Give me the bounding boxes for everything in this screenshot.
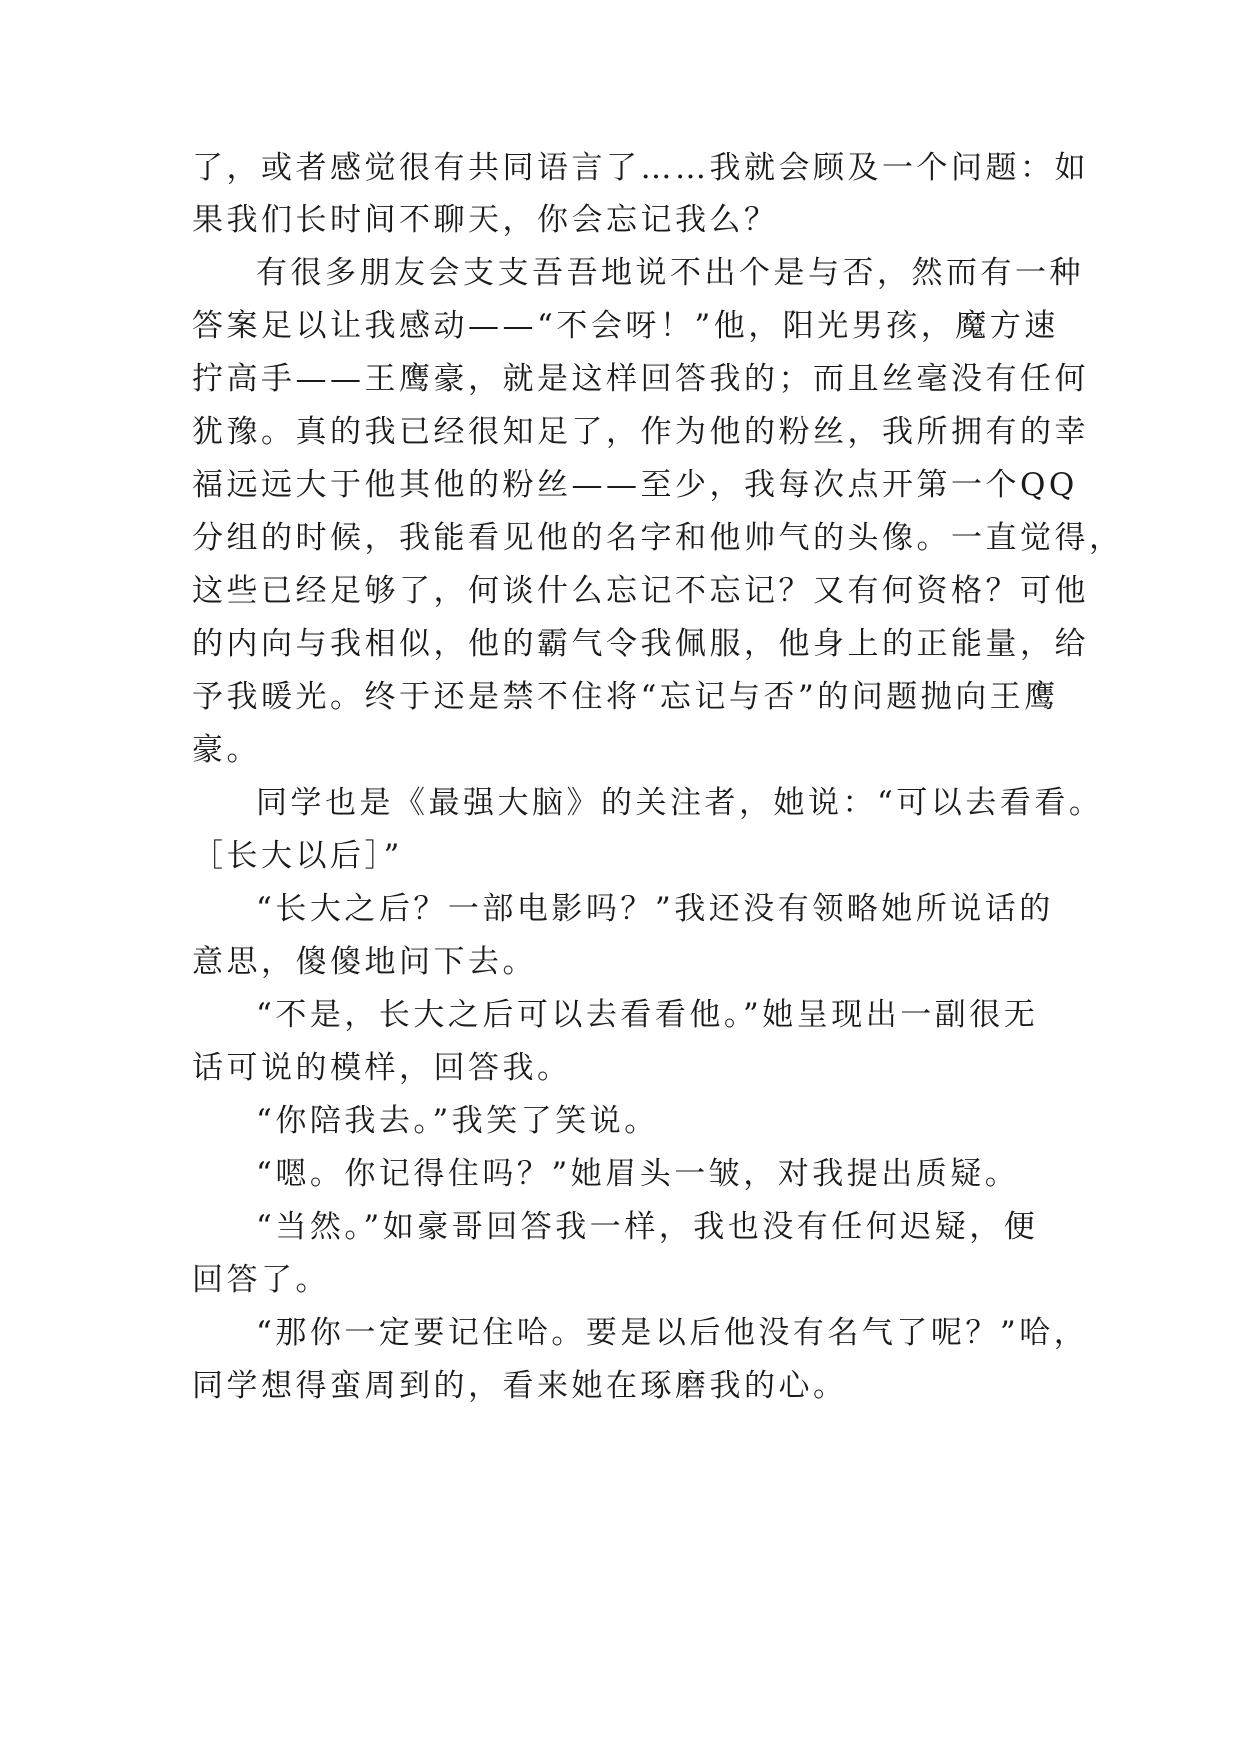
text-line: 回答了。: [192, 1262, 330, 1298]
text-line: 话可说的模样，回答我。: [192, 1050, 572, 1086]
text-line: 的内向与我相似，他的霸气令我佩服，他身上的正能量，给: [192, 626, 1089, 662]
paragraph-first-line: “不是，长大之后可以去看看他。”她呈现出一副很无: [256, 997, 1039, 1033]
text-line: 犹豫。真的我已经很知足了，作为他的粉丝，我所拥有的幸: [192, 414, 1089, 450]
paragraph-first-line: “当然。”如豪哥回答我一样，我也没有任何迟疑，便: [256, 1209, 1039, 1245]
text-line: 豪。: [192, 732, 261, 768]
paragraph-first-line: “那你一定要记住哈。要是以后他没有名气了呢？”哈，: [256, 1315, 1089, 1351]
text-line: 福远远大于他其他的粉丝——至少，我每次点开第一个QQ: [192, 467, 1078, 503]
text-line: 予我暖光。终于还是禁不住将“忘记与否”的问题抛向王鹰: [192, 679, 1059, 715]
text-line: 答案足以让我感动——“不会呀！”他，阳光男孩，魔方速: [192, 308, 1059, 344]
text-line: 了，或者感觉很有共同语言了……我就会顾及一个问题：如: [192, 150, 1089, 186]
paragraph-first-line: 有很多朋友会支支吾吾地说不出个是与否，然而有一种: [256, 255, 1084, 291]
paragraph-first-line: “你陪我去。”我笑了笑说。: [256, 1103, 659, 1139]
text-line: 拧高手——王鹰豪，就是这样回答我的；而且丝毫没有任何: [192, 361, 1089, 397]
text-line: ［长大以后］”: [192, 838, 403, 874]
paragraph-first-line: “嗯。你记得住吗？”她眉头一皱，对我提出质疑。: [256, 1156, 1020, 1192]
paragraph-first-line: “长大之后？一部电影吗？”我还没有领略她所说话的: [256, 891, 1054, 927]
text-line: 同学想得蛮周到的，看来她在琢磨我的心。: [192, 1368, 848, 1404]
text-line: 分组的时候，我能看见他的名字和他帅气的头像。一直觉得，: [192, 520, 1124, 556]
text-line: 意思，傻傻地问下去。: [192, 944, 537, 980]
paragraph-first-line: 同学也是《最强大脑》的关注者，她说：“可以去看看。: [256, 785, 1104, 821]
text-line: 这些已经足够了，何谈什么忘记不忘记？又有何资格？可他: [192, 573, 1089, 609]
text-line: 果我们长时间不聊天，你会忘记我么？: [192, 202, 779, 238]
